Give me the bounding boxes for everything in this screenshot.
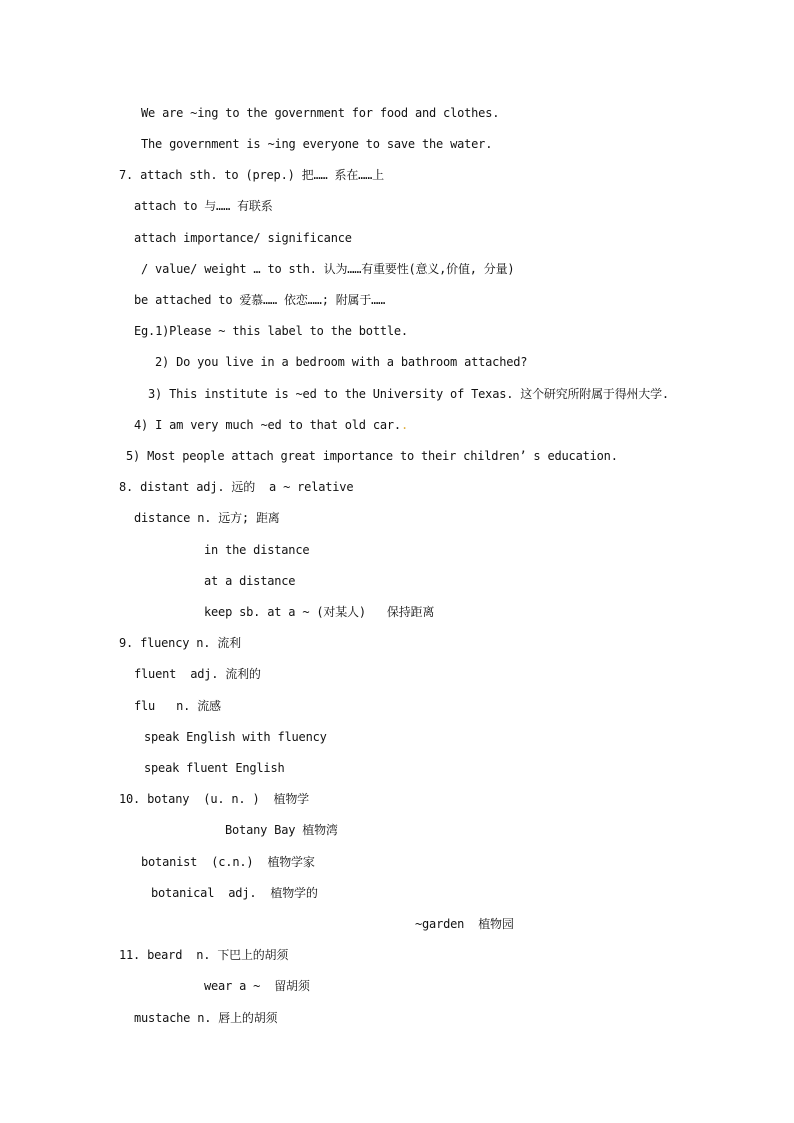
text-line: We are ~ing to the government for food and clothes. [141,106,500,120]
text-line: Botany Bay 植物湾 [225,823,338,837]
text-line: 3) This institute is ~ed to the University of Texas. 这个研究所附属于得州大学. [148,387,669,401]
text-line: 7. attach sth. to (prep.) 把…… 系在……上 [119,168,384,182]
text-line: speak fluent English [144,761,285,775]
text-line: at a distance [204,574,296,588]
text-line: in the distance [204,543,310,557]
text-line: mustache n. 唇上的胡须 [134,1011,278,1025]
text-line: fluent adj. 流利的 [134,667,261,681]
text-line: flu n. 流感 [134,699,221,713]
text-line: attach importance/ significance [134,231,352,245]
text-line: 8. distant adj. 远的 a ~ relative [119,480,354,494]
stray-mark: . [400,418,408,432]
text-line: be attached to 爱慕…… 依恋……; 附属于…… [134,293,386,307]
text-line: keep sb. at a ~ (对某人) 保持距离 [204,605,435,619]
text-line: speak English with fluency [144,730,327,744]
text-line: botanical adj. 植物学的 [151,886,318,900]
text-line: / value/ weight … to sth. 认为……有重要性(意义,价值, 分量) [141,262,515,276]
text-line: ~garden 植物园 [415,917,514,931]
text-line: 2) Do you live in a bedroom with a bathroom attached? [155,355,528,369]
text-line: 9. fluency n. 流利 [119,636,241,650]
text-line: botanist (c.n.) 植物学家 [141,855,315,869]
text-line: 11. beard n. 下巴上的胡须 [119,948,289,962]
text-line [134,417,408,433]
text-line: 10. botany (u. n. ) 植物学 [119,792,309,806]
text-line: 5) Most people attach great importance to their children’ s education. [126,449,618,463]
text-line: distance n. 远方; 距离 [134,511,280,525]
text-line: The government is ~ing everyone to save the water. [141,137,493,151]
text-line: attach to 与…… 有联系 [134,199,273,213]
text-line-content: 4) I am very much ~ed to that old car. [134,418,401,432]
text-line: Eg.1)Please ~ this label to the bottle. [134,324,408,338]
text-line: wear a ~ 留胡须 [204,979,310,993]
